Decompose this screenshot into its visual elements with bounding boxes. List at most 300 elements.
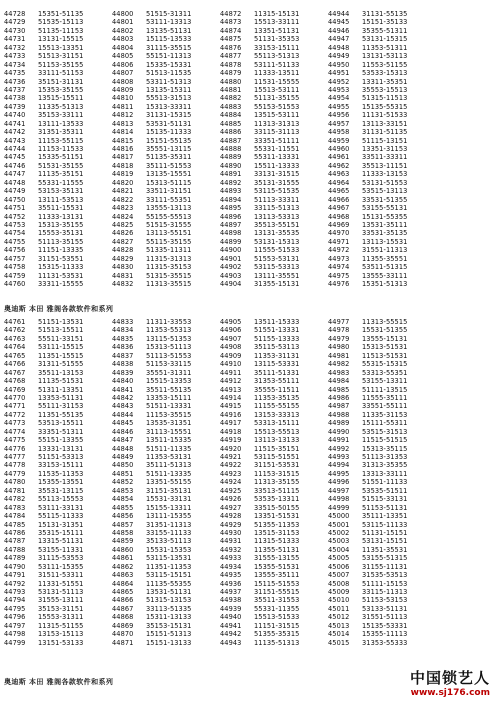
row-number: 44776 xyxy=(4,444,26,453)
row-code: 11353-55313 xyxy=(146,326,192,335)
row-number: 44979 xyxy=(328,334,350,343)
row-code: 11153-31515 xyxy=(254,469,300,478)
row-code: 31535-53513 xyxy=(362,571,408,580)
row-number: 44915 xyxy=(220,402,242,411)
row-number: 44788 xyxy=(4,545,26,554)
row-number: 44943 xyxy=(220,638,242,647)
row-code: 53535-51511 xyxy=(362,486,408,495)
row-code: 11313-55515 xyxy=(362,318,408,326)
row-number: 44965 xyxy=(328,187,350,196)
row-number: 44947 xyxy=(328,35,350,44)
row-code: 11553-51155 xyxy=(362,60,408,69)
row-number: 44861 xyxy=(112,554,134,563)
row-number: 44763 xyxy=(4,334,26,343)
row-code: 53133-51131 xyxy=(362,604,408,613)
row-number: 44769 xyxy=(4,385,26,394)
row-code: 53531-51131 xyxy=(146,119,192,128)
row-number: 44906 xyxy=(220,326,242,335)
row-code: 13153-33313 xyxy=(254,410,300,419)
row-code: 15511-13333 xyxy=(254,161,300,170)
row-number: 44737 xyxy=(4,85,26,94)
row-number: 44768 xyxy=(4,377,26,386)
row-code: 15111-55311 xyxy=(362,419,408,428)
row-code: 31355-15131 xyxy=(254,280,300,288)
row-code: 53513-15511 xyxy=(38,419,84,428)
row-code: 35315-15111 xyxy=(38,528,84,537)
row-number: 44758 xyxy=(4,263,26,272)
row-code: 31351-11313 xyxy=(146,520,192,529)
row-code: 11315-31313 xyxy=(146,254,192,263)
row-code: 35111-51553 xyxy=(146,161,192,170)
row-number: 44992 xyxy=(328,444,350,453)
row-number: 44862 xyxy=(112,562,134,571)
row-code: 15135-53331 xyxy=(362,621,408,630)
row-number: 44739 xyxy=(4,102,26,111)
row-number: 44803 xyxy=(112,35,134,44)
row-number: 44780 xyxy=(4,478,26,487)
row-code: 35131-31555 xyxy=(254,178,300,187)
row-number: 44740 xyxy=(4,111,26,120)
row-number: 44817 xyxy=(112,153,134,162)
row-number: 44825 xyxy=(112,220,134,229)
row-code: 15313-51531 xyxy=(362,343,408,352)
row-number: 44976 xyxy=(328,280,350,288)
row-number: 45013 xyxy=(328,621,350,630)
row-number: 44794 xyxy=(4,596,26,605)
row-code: 13115-51353 xyxy=(146,334,192,343)
row-code: 11151-13335 xyxy=(38,246,84,255)
row-code: 11331-51551 xyxy=(38,579,84,588)
row-number: 44731 xyxy=(4,35,26,44)
row-number: 44910 xyxy=(220,360,242,369)
row-number: 44735 xyxy=(4,69,26,78)
row-code: 51115-13151 xyxy=(362,136,408,145)
row-code: 53115-51535 xyxy=(254,187,300,196)
row-number: 44773 xyxy=(4,419,26,428)
row-code: 55113-15553 xyxy=(38,495,84,504)
row-code: 13115-53331 xyxy=(254,360,300,369)
row-code: 51511-11335 xyxy=(146,444,192,453)
row-code: 11351-11353 xyxy=(146,562,192,571)
row-code: 53533-15313 xyxy=(362,69,408,78)
row-code: 51535-15113 xyxy=(38,18,84,27)
row-number: 45003 xyxy=(328,537,350,546)
row-number: 44967 xyxy=(328,204,350,213)
row-code: 15515-13353 xyxy=(146,377,192,386)
row-number: 44755 xyxy=(4,237,26,246)
row-number: 44887 xyxy=(220,136,242,145)
code-column xyxy=(324,318,432,647)
row-number: 44986 xyxy=(328,393,350,402)
row-code: 53535-13311 xyxy=(254,495,300,504)
row-code: 55111-31153 xyxy=(38,402,84,411)
row-number: 44888 xyxy=(220,145,242,153)
row-number: 44905 xyxy=(220,318,242,326)
row-code: 11311-33553 xyxy=(146,318,192,326)
row-number: 44903 xyxy=(220,271,242,280)
row-number: 44815 xyxy=(112,136,134,145)
row-number: 44918 xyxy=(220,427,242,436)
number-column xyxy=(324,10,354,288)
row-code: 15313-51115 xyxy=(146,178,192,187)
row-number: 44837 xyxy=(112,351,134,360)
row-number: 44744 xyxy=(4,145,26,153)
row-code: 51135-35311 xyxy=(146,153,192,162)
code-value-column xyxy=(138,318,216,647)
row-code: 31151-53531 xyxy=(254,461,300,470)
row-code: 55153-51553 xyxy=(254,102,300,111)
row-code: 35111-13351 xyxy=(362,512,408,521)
row-number: 44747 xyxy=(4,170,26,179)
row-code: 13111-53513 xyxy=(38,195,84,204)
row-number: 44919 xyxy=(220,436,242,445)
row-number: 44850 xyxy=(112,461,134,470)
row-code: 51153-53153 xyxy=(362,596,408,605)
row-number: 44766 xyxy=(4,360,26,369)
row-number: 44966 xyxy=(328,195,350,204)
row-number: 44798 xyxy=(4,630,26,639)
row-number: 44895 xyxy=(220,204,242,213)
row-code: 11153-35515 xyxy=(146,410,192,419)
row-number: 44819 xyxy=(112,170,134,179)
row-code: 13531-51131 xyxy=(146,588,192,596)
row-code: 11531-15555 xyxy=(254,77,300,86)
row-number: 44981 xyxy=(328,351,350,360)
row-code: 35115-53113 xyxy=(254,343,300,352)
row-code: 13113-15531 xyxy=(362,237,408,246)
row-number: 44892 xyxy=(220,178,242,187)
row-code: 33351-51111 xyxy=(254,136,300,145)
code-grid-top xyxy=(0,10,498,288)
row-number: 44989 xyxy=(328,419,350,428)
row-code: 11131-53531 xyxy=(38,271,84,280)
row-number: 44877 xyxy=(220,52,242,61)
row-number: 44732 xyxy=(4,43,26,52)
row-number: 45009 xyxy=(328,588,350,596)
row-code: 31151-35131 xyxy=(146,486,192,495)
row-code: 35111-51331 xyxy=(254,368,300,377)
row-number: 44939 xyxy=(220,604,242,613)
row-code: 35511-13153 xyxy=(38,368,84,377)
row-code: 53155-13311 xyxy=(362,377,408,386)
row-code: 11353-53131 xyxy=(146,453,192,461)
row-code: 35551-13115 xyxy=(146,145,192,153)
row-number: 44925 xyxy=(220,486,242,495)
row-code: 13131-53113 xyxy=(362,52,408,61)
row-number: 44982 xyxy=(328,360,350,369)
row-number: 44900 xyxy=(220,246,242,255)
row-code: 11351-35531 xyxy=(362,545,408,554)
row-code: 53131-15315 xyxy=(362,35,408,44)
row-code: 15115-51553 xyxy=(254,579,300,588)
row-code: 11555-35111 xyxy=(362,393,408,402)
row-code: 13113-53313 xyxy=(254,212,300,221)
row-number: 44951 xyxy=(328,69,350,78)
row-number: 44991 xyxy=(328,436,350,445)
row-number: 44977 xyxy=(328,318,350,326)
row-number: 44985 xyxy=(328,385,350,394)
code-value-column xyxy=(354,318,432,647)
row-code: 15353-35155 xyxy=(38,85,84,94)
row-number: 44961 xyxy=(328,153,350,162)
row-code: 15313-35115 xyxy=(362,444,408,453)
row-code: 13113-13133 xyxy=(254,436,300,445)
row-code: 15335-15331 xyxy=(146,60,192,69)
row-number: 45001 xyxy=(328,520,350,529)
row-number: 44880 xyxy=(220,77,242,86)
row-code: 13515-53111 xyxy=(254,111,300,120)
row-code: 15155-13311 xyxy=(146,503,192,512)
row-number: 44807 xyxy=(112,69,134,78)
row-number: 44736 xyxy=(4,77,26,86)
code-column xyxy=(108,318,216,647)
row-code: 53115-53313 xyxy=(254,263,300,272)
row-number: 44884 xyxy=(220,111,242,120)
row-number: 44972 xyxy=(328,246,350,255)
row-code: 33515-50155 xyxy=(254,503,300,512)
row-number: 44813 xyxy=(112,119,134,128)
row-code: 53115-15151 xyxy=(146,571,192,580)
row-number: 44866 xyxy=(112,596,134,605)
row-number: 44806 xyxy=(112,60,134,69)
row-number: 44960 xyxy=(328,145,350,153)
row-number: 44750 xyxy=(4,195,26,204)
row-code: 33113-51335 xyxy=(146,604,192,613)
row-number: 44899 xyxy=(220,237,242,246)
row-number: 44844 xyxy=(112,410,134,419)
row-code: 15513-33111 xyxy=(254,18,300,27)
row-number: 44730 xyxy=(4,26,26,35)
row-code: 35355-51311 xyxy=(362,26,408,35)
row-number: 45011 xyxy=(328,604,350,613)
row-number: 44956 xyxy=(328,111,350,120)
row-code: 15313-35155 xyxy=(38,220,84,229)
row-number: 44920 xyxy=(220,444,242,453)
row-code: 11315-51333 xyxy=(254,537,300,546)
row-number: 44833 xyxy=(112,318,134,326)
row-number: 44994 xyxy=(328,461,350,470)
row-code: 13351-51531 xyxy=(254,512,300,521)
row-code: 15355-13551 xyxy=(38,478,84,487)
row-number: 44781 xyxy=(4,486,26,495)
row-code: 53153-35131 xyxy=(38,187,84,196)
row-number: 44955 xyxy=(328,102,350,111)
row-code: 31555-13155 xyxy=(254,554,300,563)
row-number: 44814 xyxy=(112,128,134,137)
row-number: 44824 xyxy=(112,212,134,221)
row-number: 44827 xyxy=(112,237,134,246)
row-number: 44749 xyxy=(4,187,26,196)
row-number: 44761 xyxy=(4,318,26,326)
row-code: 13531-35111 xyxy=(362,220,408,229)
row-number: 44834 xyxy=(112,326,134,335)
row-number: 44822 xyxy=(112,195,134,204)
row-code: 13311-35351 xyxy=(362,77,408,86)
row-number: 44940 xyxy=(220,613,242,622)
row-code: 55151-11313 xyxy=(146,52,192,61)
row-code: 13113-33151 xyxy=(362,119,408,128)
row-number: 45002 xyxy=(328,528,350,537)
row-number: 44752 xyxy=(4,212,26,221)
row-number: 44974 xyxy=(328,263,350,272)
number-column xyxy=(0,10,30,288)
row-number: 44945 xyxy=(328,18,350,27)
row-code: 33111-51153 xyxy=(38,69,84,78)
row-number: 44950 xyxy=(328,60,350,69)
row-number: 44810 xyxy=(112,94,134,103)
row-number: 45005 xyxy=(328,554,350,563)
row-code: 13351-51131 xyxy=(254,26,300,35)
row-code: 53515-13113 xyxy=(362,187,408,196)
row-number: 44946 xyxy=(328,26,350,35)
row-number: 44800 xyxy=(112,10,134,18)
row-number: 44978 xyxy=(328,326,350,335)
row-number: 44912 xyxy=(220,377,242,386)
row-code: 15313-33311 xyxy=(146,102,192,111)
code-value-column xyxy=(30,10,108,288)
row-code: 55151-13355 xyxy=(38,436,84,445)
row-code: 31113-15551 xyxy=(146,427,192,436)
row-number: 45010 xyxy=(328,596,350,605)
row-code: 11351-55135 xyxy=(38,410,84,419)
row-number: 44921 xyxy=(220,453,242,461)
row-code: 55331-11555 xyxy=(38,178,84,187)
row-number: 44962 xyxy=(328,161,350,170)
row-number: 44952 xyxy=(328,77,350,86)
row-code: 13555-33111 xyxy=(362,271,408,280)
row-code: 51311-13351 xyxy=(38,385,84,394)
row-number: 44980 xyxy=(328,343,350,352)
row-code: 53155-55131 xyxy=(362,204,408,213)
row-number: 44795 xyxy=(4,604,26,613)
row-number: 44849 xyxy=(112,453,134,461)
row-code: 11335-51313 xyxy=(38,102,84,111)
row-number: 44975 xyxy=(328,271,350,280)
row-code: 31131-51135 xyxy=(362,128,408,137)
row-number: 44963 xyxy=(328,170,350,179)
row-code: 55115-11333 xyxy=(38,512,84,521)
row-code: 15355-11113 xyxy=(362,630,408,639)
row-code: 11355-51131 xyxy=(254,545,300,554)
row-code: 11353-51311 xyxy=(362,43,408,52)
row-number: 44851 xyxy=(112,469,134,478)
row-number: 44786 xyxy=(4,528,26,537)
row-number: 44772 xyxy=(4,410,26,419)
row-code: 51551-11133 xyxy=(362,478,408,487)
row-code: 13515-31153 xyxy=(254,528,300,537)
row-code: 15531-51355 xyxy=(362,326,408,335)
row-code: 35153-15131 xyxy=(146,621,192,630)
section-separator-bottom: 奥迪斯 本田 雅阁各款软件和系列 xyxy=(4,678,114,686)
row-number: 44808 xyxy=(112,77,134,86)
row-number: 44875 xyxy=(220,35,242,44)
row-code: 31353-55333 xyxy=(362,638,408,647)
row-code: 53111-33131 xyxy=(38,503,84,512)
row-code: 51131-35155 xyxy=(254,94,300,103)
row-number: 44928 xyxy=(220,512,242,521)
row-number: 44926 xyxy=(220,495,242,504)
row-number: 44821 xyxy=(112,187,134,196)
row-code: 31555-13111 xyxy=(38,596,84,605)
row-number: 44792 xyxy=(4,579,26,588)
row-number: 44917 xyxy=(220,419,242,428)
row-number: 44971 xyxy=(328,237,350,246)
row-number: 44753 xyxy=(4,220,26,229)
row-number: 44860 xyxy=(112,545,134,554)
row-code: 51113-31353 xyxy=(362,453,408,461)
row-code: 53131-51553 xyxy=(362,178,408,187)
row-code: 31115-53553 xyxy=(38,554,84,563)
row-code: 31551-11313 xyxy=(362,246,408,255)
row-code: 53155-51315 xyxy=(362,554,408,563)
row-number: 44809 xyxy=(112,85,134,94)
row-number: 44789 xyxy=(4,554,26,563)
row-code: 15115-13533 xyxy=(146,35,192,44)
row-code: 35555-11511 xyxy=(254,385,300,394)
row-number: 44933 xyxy=(220,554,242,563)
row-number: 44911 xyxy=(220,368,242,377)
row-code: 33115-11313 xyxy=(362,588,408,596)
row-code: 15513-53111 xyxy=(254,85,300,94)
row-code: 35111-51313 xyxy=(146,461,192,470)
row-code: 53511-51315 xyxy=(362,263,408,272)
row-number: 44997 xyxy=(328,486,350,495)
row-number: 44889 xyxy=(220,153,242,162)
code-value-column xyxy=(138,10,216,288)
row-code: 33511-33311 xyxy=(362,153,408,162)
row-code: 51153-33115 xyxy=(146,360,192,369)
row-code: 13511-15333 xyxy=(254,318,300,326)
watermark xyxy=(410,667,490,698)
row-number: 44829 xyxy=(112,254,134,263)
row-number: 44775 xyxy=(4,436,26,445)
row-number: 44734 xyxy=(4,60,26,69)
code-block-top xyxy=(0,10,498,288)
row-number: 44932 xyxy=(220,545,242,554)
row-code: 33551-55111 xyxy=(362,402,408,411)
row-number: 44764 xyxy=(4,343,26,352)
row-number: 44953 xyxy=(328,85,350,94)
row-code: 11333-13153 xyxy=(362,170,408,179)
row-number: 44756 xyxy=(4,246,26,255)
row-number: 44878 xyxy=(220,60,242,69)
row-code: 33311-15555 xyxy=(38,280,84,288)
row-number: 44893 xyxy=(220,187,242,196)
row-code: 31311-51555 xyxy=(38,360,84,369)
row-number: 44760 xyxy=(4,280,26,288)
row-code: 13555-13113 xyxy=(146,204,192,213)
row-number: 45000 xyxy=(328,512,350,521)
row-number: 44790 xyxy=(4,562,26,571)
row-number: 44852 xyxy=(112,478,134,487)
row-code: 35513-55151 xyxy=(254,220,300,229)
row-code: 15311-13133 xyxy=(146,613,192,622)
row-code: 33531-51355 xyxy=(362,195,408,204)
row-number: 44922 xyxy=(220,461,242,470)
code-column xyxy=(216,10,324,288)
row-number: 44748 xyxy=(4,178,26,187)
row-number: 44823 xyxy=(112,204,134,213)
row-code: 51531-35155 xyxy=(38,161,84,170)
row-number: 44983 xyxy=(328,368,350,377)
row-code: 53111-15515 xyxy=(38,343,84,352)
row-number: 44840 xyxy=(112,377,134,386)
row-code: 13515-15511 xyxy=(38,94,84,103)
row-number: 44797 xyxy=(4,621,26,630)
row-number: 44767 xyxy=(4,368,26,377)
row-number: 44930 xyxy=(220,528,242,537)
row-number: 45008 xyxy=(328,579,350,588)
